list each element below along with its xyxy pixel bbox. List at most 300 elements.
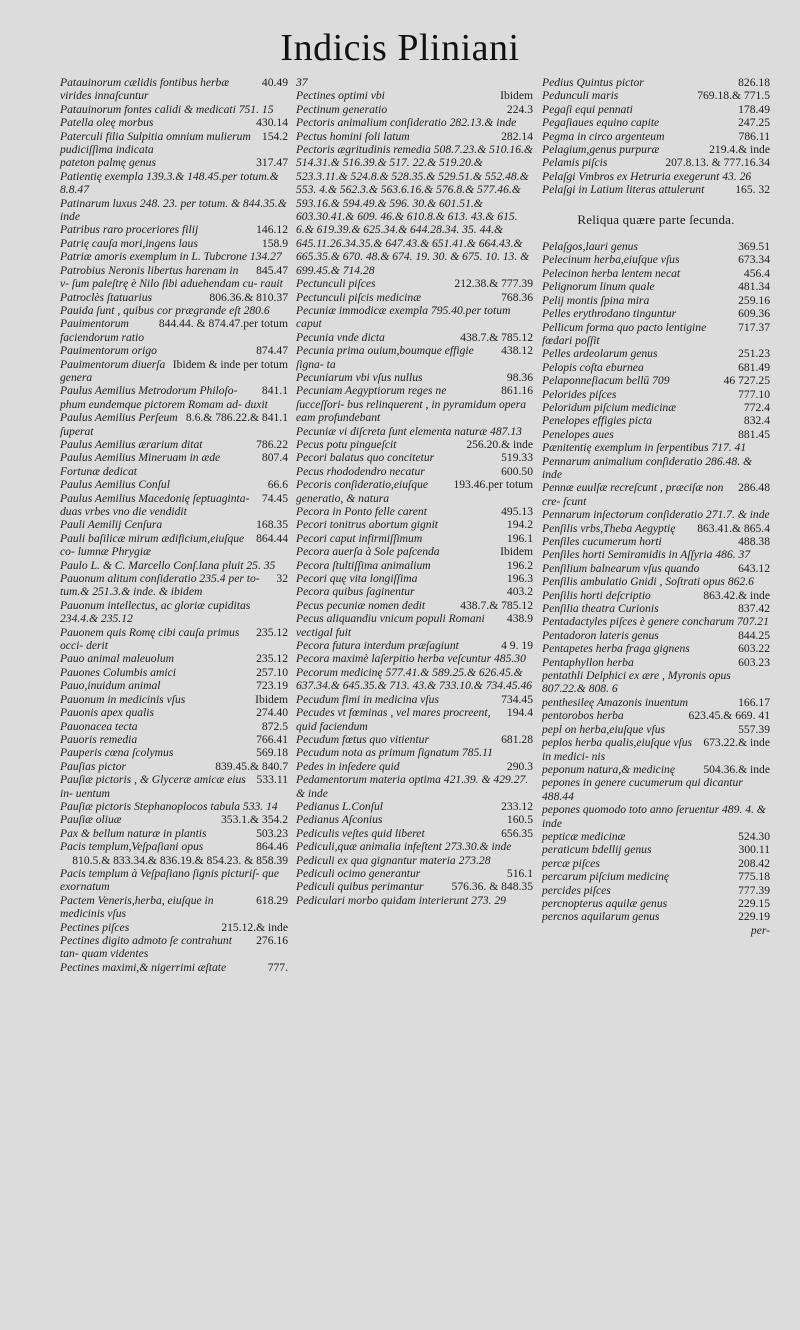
entry-reference: 864.46: [256, 840, 288, 854]
entry-reference: 178.49: [738, 102, 770, 116]
entry-term: Pecuniæ vi diſcreta ſunt elementa naturæ 487.13: [296, 424, 522, 438]
entry-reference: 212.38.& 777.39: [454, 277, 533, 291]
index-entry: [542, 696, 770, 709]
index-entry: [60, 840, 288, 853]
index-entry: [296, 451, 533, 464]
entry-reference: 286.48: [738, 481, 770, 495]
index-entry: [542, 307, 770, 320]
entry-term: pepl on herba,eiuſque vſus: [542, 722, 665, 736]
entry-reference: 194.4: [506, 706, 533, 720]
entry-term: Pecudes vt fœminas , vel mares procreent, quid faciendum: [296, 706, 491, 733]
entry-reference: 569.18: [256, 746, 288, 760]
entry-reference: 403.2: [506, 585, 533, 599]
entry-term: Pectunculi piſcis medicinæ: [296, 290, 421, 304]
entry-term: Paulus Aemilius Conſul: [60, 478, 170, 492]
entry-reference: 353.1.& 354.2: [221, 813, 288, 827]
entry-term: Pelignorum linum quale: [542, 280, 655, 294]
index-entry: [542, 709, 770, 722]
index-column-3: [542, 76, 770, 937]
index-entry: [542, 253, 770, 266]
index-entry: [296, 585, 533, 598]
entry-reference: 146.12: [256, 223, 288, 237]
entry-reference: 207.8.13. & 777.16.34: [665, 156, 770, 170]
entry-term: Pectus homini ſoli latum: [296, 129, 410, 143]
index-entry: [542, 116, 770, 129]
entry-reference: 166.17: [738, 695, 770, 709]
index-entry: [60, 760, 288, 773]
index-entry: [542, 548, 770, 561]
entry-reference: 673.22.& inde: [703, 736, 770, 750]
index-entry: [296, 465, 533, 478]
entry-term: Pænitentię exemplum in ſerpentibus 717. 41: [542, 441, 747, 455]
entry-term: Patientię exempla 139.3.& 148.45.per totum.& 8.8.47: [60, 169, 279, 197]
entry-term: Pauoris remedia: [60, 732, 138, 746]
entry-reference: 235.12: [256, 652, 288, 666]
entry-reference: 786.22: [256, 437, 288, 451]
entry-reference: 160.5: [506, 813, 533, 827]
catchword: per-: [750, 923, 770, 937]
entry-reference: 576.36. & 848.35: [451, 880, 533, 894]
index-entry: [60, 827, 288, 840]
entry-reference: 194.2: [506, 518, 533, 532]
index-entry: [60, 103, 288, 116]
index-entry: [296, 666, 533, 693]
entry-term: Pauida ſunt , quibus cor prægrande eſt 280.6: [60, 303, 270, 317]
entry-term: Paulus Aemilius Perſeum ſuperat: [60, 411, 178, 438]
index-entry: [542, 441, 770, 454]
entry-reference: 196.2: [506, 558, 533, 572]
index-entry: [60, 800, 288, 813]
entry-term: Pedianus L.Conſul: [296, 799, 383, 813]
entry-reference: 438.12: [501, 344, 533, 358]
index-entry: [60, 358, 288, 385]
index-entry: [542, 374, 770, 387]
index-entry: [60, 572, 288, 599]
entry-reference: 519.33: [501, 451, 533, 465]
entry-term: Pecorum medicinę 577.41.& 589.25.& 626.45.& 637.34.& 645.35.& 713. 43.& 733.10.& 734.45.46: [296, 665, 533, 693]
index-entry: [542, 830, 770, 843]
entry-reference: 844.44. & 874.47.per totum: [158, 317, 288, 331]
entry-term: Penſilis horti deſcriptio: [542, 588, 651, 602]
index-entry: [296, 733, 533, 746]
index-entry: [60, 813, 288, 826]
entry-reference: 777.10: [738, 387, 770, 401]
entry-reference: 369.51: [738, 240, 770, 254]
index-entry: [542, 267, 770, 280]
entry-reference: 456.4: [743, 266, 770, 280]
entry-term: Pauonum alitum conſideratio 235.4 per to- tum.& 251.3.& inde. & ibidem: [60, 572, 260, 599]
entry-term: Pediculi quibus perimantur: [296, 880, 424, 894]
index-entry: [60, 223, 288, 236]
entry-reference: 215.12.& inde: [221, 920, 288, 934]
entry-reference: 229.15: [738, 896, 770, 910]
entry-term: Penelopes effigies picta: [542, 414, 653, 428]
index-entry: [542, 361, 770, 374]
entry-term: Pedunculi maris: [542, 89, 619, 103]
entry-term: Patella oleę morbus: [60, 116, 154, 130]
entry-term: Pactem Veneris,herba, eiuſque in medicinis vſus: [60, 893, 214, 921]
entry-term: Pecudum nota as primum ſignatum 785.11: [296, 746, 493, 760]
entry-reference: 863.42.& inde: [703, 588, 770, 602]
entry-term: percnos aquilarum genus: [542, 910, 660, 924]
entry-term: Pauonem quis Romę cibi cauſa primus occi- derit: [60, 625, 240, 653]
index-entry: [542, 347, 770, 360]
index-entry: [60, 518, 288, 531]
entry-term: Pecoris conſideratio,eiuſque generatio, & natura: [296, 478, 429, 505]
entry-term: Peloridum piſcium medicinæ: [542, 400, 676, 414]
index-entry: [60, 451, 288, 478]
index-entry: [60, 773, 288, 800]
entry-reference: Ibidem: [255, 692, 288, 706]
entry-term: Pegaſiaues equino capite: [542, 116, 660, 130]
index-entry: [296, 599, 533, 612]
entry-reference: 224.3: [506, 102, 533, 116]
entry-term: Penſilium balnearum vſus quando: [542, 561, 700, 575]
entry-reference: 717.37: [738, 320, 770, 334]
index-entry: [60, 559, 288, 572]
entry-reference: 290.3: [506, 759, 533, 773]
entry-term: Pectoris animalium conſideratio 282.13.& inde: [296, 116, 517, 130]
index-entry: [542, 843, 770, 856]
entry-reference: 861.16: [501, 384, 533, 398]
entry-term: Pauimentorum origo: [60, 344, 157, 358]
entry-reference: 40.49: [261, 76, 288, 89]
entry-term: Penſilia theatra Curionis: [542, 602, 659, 616]
entry-reference: 844.25: [738, 628, 770, 642]
entry-reference: 786.11: [738, 129, 770, 143]
index-entry: [542, 656, 770, 669]
entry-term: Pedes in inſedere quid: [296, 759, 400, 773]
index-entry: [296, 371, 533, 384]
entry-reference: 504.36.& inde: [703, 762, 770, 776]
entry-term: Pecus rhododendro necatur: [296, 464, 425, 478]
entry-term: Penelopes aues: [542, 427, 614, 441]
entry-reference: Ibidem: [500, 545, 533, 559]
entry-reference: 98.36: [506, 370, 533, 384]
entry-term: Pelecinum herba,eiuſque vſus: [542, 253, 680, 267]
entry-term: Pectines digito admoto ſe contrahunt tan- quam videntes: [60, 934, 232, 961]
entry-reference: 481.34: [738, 280, 770, 294]
entry-term: Pecora auerſa à Sole paſcenda: [296, 545, 440, 559]
entry-term: Pauimentorum faciendorum ratio: [60, 317, 145, 344]
entry-term: Pectines piſces: [60, 920, 130, 934]
index-entry: [542, 870, 770, 883]
entry-term: penthesileę Amazonis inuentum: [542, 695, 688, 709]
index-entry: [542, 803, 770, 830]
entry-term: Paterculi filia Sulpitia omnium mulierum pudiciſſima indicata: [60, 129, 251, 157]
index-column-1: [60, 76, 288, 974]
entry-term: Pectunculi piſces: [296, 277, 376, 291]
entry-term: Pauones Columbis amici: [60, 665, 176, 679]
entry-term: Patinarum luxus 248. 23. per totum. & 844.35.& inde: [60, 196, 287, 224]
entry-term: Pecudum fœtus quo vitientur: [296, 732, 429, 746]
index-entry: [60, 304, 288, 317]
entry-term: Patauinorum cælidis fontibus herbæ virides innaſcuntur: [60, 76, 230, 103]
index-entry: [60, 170, 288, 197]
entry-term: Paulus Aemilius ærarium ditat: [60, 437, 203, 451]
entry-reference: 282.14: [501, 129, 533, 143]
entry-term: Pelij montis ſpina mira: [542, 293, 650, 307]
page-title: Indicis Pliniani: [280, 27, 520, 69]
index-entry: [542, 910, 770, 923]
index-entry: [296, 532, 533, 545]
index-entry: [60, 250, 288, 263]
entry-term: Pecora futura interdum præſagiunt: [296, 639, 459, 653]
index-entry: [296, 116, 533, 129]
index-column-2: [296, 76, 533, 907]
entry-reference: 74.45: [261, 491, 288, 505]
entry-term: peraticum bdellij genus: [542, 843, 652, 857]
index-entry: [296, 880, 533, 893]
entry-reference: 769.18.& 771.5: [697, 89, 770, 103]
index-entry: [542, 642, 770, 655]
entry-term: Pediculi ocimo generantur: [296, 866, 421, 880]
index-entry: [296, 89, 533, 102]
entry-reference: 810.5.& 833.34.& 836.19.& 854.23. & 858.39: [72, 853, 288, 867]
entry-term: Pauſias pictor: [60, 759, 127, 773]
index-entry: [60, 237, 288, 250]
entry-term: Pentadactyles piſces è genere concharum 707.21: [542, 615, 769, 629]
entry-reference: 874.47: [256, 344, 288, 358]
entry-reference: 165. 32: [735, 183, 770, 197]
entry-term: Pectoris ægritudinis remedia 508.7.23.& 510.16.& 514.31.& 516.39.& 517. 22.& 519.20.& 523.3.11.& 524.8.& 528.35.& 529.51.& 552.48.& 553. 4.& 562.3.& 563.6.16.& 576.8.& 577.46.& 593.16.& 594.49.& 596. 30.& 601.51.& 603.30.41.& 609. 46.& 610.8.& 613. 43.& 615. 6.& 619.39.& 625.34.& 644.28.34. 35. 44.& 645.11.26.34.35.& 647.43.& 651.41.& 664.43.& 665.35.& 670. 48.& 674. 19. 30. & 675. 10. 13. & 699.45.& 714.28: [296, 143, 533, 277]
entry-term: Patribus raro proceriores filij: [60, 223, 199, 237]
entry-reference: 864.44: [256, 531, 288, 545]
index-entry: [296, 746, 533, 759]
index-entry: [296, 277, 533, 290]
index-entry: [60, 317, 288, 344]
entry-reference: 158.9: [261, 236, 288, 250]
entry-reference: 235.12: [256, 625, 288, 639]
index-entry: [296, 304, 533, 331]
entry-reference: 807.4: [261, 451, 288, 465]
entry-term: Pecora quibus ſaginentur: [296, 585, 415, 599]
entry-term: Pectines maximi,& nigerrimi æſtate: [60, 960, 227, 974]
index-entry: [296, 827, 533, 840]
index-entry: [542, 401, 770, 414]
entry-term: Pelorides piſces: [542, 387, 617, 401]
entry-term: Pediculi ex qua gignantur materia 273.28: [296, 853, 491, 867]
index-entry: [296, 867, 533, 880]
index-entry: [542, 897, 770, 910]
index-entry: [296, 693, 533, 706]
index-entry: [542, 669, 770, 696]
entry-reference: 46 727.25: [723, 374, 770, 388]
index-entry: [542, 321, 770, 348]
index-entry: [542, 280, 770, 293]
entry-reference: 841.1: [261, 384, 288, 398]
index-entry: [296, 800, 533, 813]
index-entry: [60, 291, 288, 304]
entry-term: Pauſiæ oliuæ: [60, 813, 122, 827]
entry-term: Pauli Aemilij Cenſura: [60, 518, 163, 532]
entry-term: Pecudum fimi in medicina vſus: [296, 692, 439, 706]
index-entry: [296, 760, 533, 773]
index-entry: [542, 562, 770, 575]
entry-term: Pedius Quintus pictor: [542, 76, 644, 89]
index-entry: [60, 693, 288, 706]
entry-reference: 772.4: [743, 400, 770, 414]
index-entry: [542, 156, 770, 169]
entry-reference: 777.: [267, 960, 288, 974]
index-entry: [60, 197, 288, 224]
entry-reference: 300.11: [738, 843, 770, 857]
entry-term: percæ piſces: [542, 856, 600, 870]
entry-term: Penſilis ambulatio Gnidi , Soſtrati opus 862.6: [542, 575, 754, 589]
entry-reference: 872.5: [261, 719, 288, 733]
index-entry: [296, 130, 533, 143]
entry-term: Pegma in circo argenteum: [542, 129, 665, 143]
entry-term: Pecori tonitrus abortum gignit: [296, 518, 439, 532]
entry-term: Pectines optimi vbi: [296, 89, 385, 103]
entry-term: Pelopis coſta eburnea: [542, 360, 644, 374]
entry-term: Pecuniæ immodicæ exempla 795.40.per totum caput: [296, 303, 511, 331]
entry-reference: 251.23: [738, 347, 770, 361]
index-entry: [296, 773, 533, 800]
entry-reference: 723.19: [256, 679, 288, 693]
index-entry: [542, 763, 770, 776]
entry-reference: 806.36.& 810.37: [209, 290, 288, 304]
index-entry: [296, 545, 533, 558]
entry-term: Pennarum inſectorum conſideratio 271.7. & inde: [542, 508, 770, 522]
entry-reference: 766.41: [256, 732, 288, 746]
entry-term: Penſiles cucumerum horti: [542, 535, 662, 548]
entry-reference: 257.10: [256, 665, 288, 679]
entry-reference: 603.22: [738, 642, 770, 656]
index-entry: [542, 589, 770, 602]
entry-reference: 247.25: [738, 116, 770, 130]
index-entry: [60, 76, 288, 103]
entry-term: Pelaſgi Vmbros ex Hetruria exegerunt 43. 26: [542, 169, 752, 183]
entry-term: Pecora ſtultiſſima animalium: [296, 558, 431, 572]
entry-term: Paulus Aemilius Metrodorum Philoſo- phum eundemque pictorem Romam ad- duxit: [60, 384, 268, 411]
index-entry: [542, 183, 770, 196]
entry-reference: 219.4.& inde: [709, 143, 770, 157]
column-note: Reliqua quære parte ſecunda.: [577, 211, 735, 227]
index-entry: [296, 344, 533, 371]
entry-term: Pecuniarum vbi vſus nullus: [296, 370, 423, 384]
index-entry: [60, 599, 288, 626]
index-entry: [60, 733, 288, 746]
index-entry: [296, 639, 533, 652]
index-entry: [542, 884, 770, 897]
index-entry: [296, 478, 533, 505]
entry-term: pentorobos herba: [542, 709, 624, 723]
entry-term: Pecunia prima ouium,boumque effigie ſigna- ta: [296, 344, 474, 371]
entry-term: Pennarum animalium conſideratio 286.48. & inde: [542, 454, 752, 481]
entry-reference: 208.42: [738, 856, 770, 870]
entry-term: pateton palmę genus: [60, 156, 156, 170]
index-entry: [296, 331, 533, 344]
entry-reference: 256.20.& inde: [466, 437, 533, 451]
entry-reference: 768.36: [501, 290, 533, 304]
index-entry: [296, 813, 533, 826]
index-entry: [542, 130, 770, 143]
entry-term: Pauo,inuidum animal: [60, 679, 161, 693]
index-entry: [296, 894, 533, 907]
entry-term: pentathli Delphici ex ære , Myronis opus 807.22.& 808. 6: [542, 669, 731, 696]
entry-reference: 837.42: [738, 602, 770, 616]
index-entry: [296, 103, 533, 116]
index-entry: [60, 116, 288, 129]
entry-term: Pecora maximè laſerpitio herba veſcuntur 485.30: [296, 652, 526, 666]
entry-term: Pecuniam Aegyptiorum reges ne ſucceſſori- bus relinquerent , in pyramidum opera eam profundebant: [296, 384, 527, 425]
entry-term: Patrię cauſa mori,ingens laus: [60, 236, 198, 250]
index-entry: [60, 720, 288, 733]
entry-reference: 603.23: [738, 655, 770, 669]
entry-term: Pauſiæ pictoris , & Glyceræ amicæ eius in- uentum: [60, 773, 246, 800]
entry-reference: 66.6: [267, 478, 288, 492]
entry-reference: 154.2: [261, 129, 288, 143]
entry-reference: 656.35: [501, 826, 533, 840]
index-entry: [542, 481, 770, 508]
entry-reference: 826.18: [738, 76, 770, 89]
index-entry: [60, 961, 288, 974]
index-entry: [542, 508, 770, 521]
entry-reference: 623.45.& 669. 41: [688, 709, 770, 723]
entry-term: 37: [296, 76, 308, 89]
entry-term: Pauo animal maleuolum: [60, 652, 174, 666]
entry-term: Patauinorum fontes calidi & medicati 751. 15: [60, 102, 274, 116]
index-entry: [60, 626, 288, 653]
entry-reference: 524.30: [738, 829, 770, 843]
entry-reference: 438.7.& 785.12: [460, 330, 533, 344]
entry-term: Pauonum intellectus, ac gloriæ cupiditas 234.4.& 235.12: [60, 598, 251, 626]
index-entry: [60, 746, 288, 759]
entry-term: Pectinum generatio: [296, 102, 388, 116]
index-entry: [296, 840, 533, 853]
index-entry: [60, 652, 288, 665]
index-entry: [296, 652, 533, 665]
entry-term: Pedianus Aſconius: [296, 813, 383, 827]
entry-term: Penſilis vrbs,Theba Aegyptię: [542, 521, 676, 535]
index-entry: [296, 559, 533, 572]
entry-term: Paulus Aemilius Macedonię ſeptuaginta- duas vrbes vno die vendidit: [60, 491, 250, 518]
entry-term: Pelecinon herba lentem necat: [542, 266, 681, 280]
index-entry: [296, 572, 533, 585]
entry-reference: 881.45: [738, 427, 770, 441]
entry-term: pepones quomodo toto anno ſeruentur 489. 4. & inde: [542, 803, 766, 830]
entry-term: Pelamis piſcis: [542, 156, 608, 170]
entries-group-2: [542, 240, 770, 924]
index-entry: [542, 522, 770, 535]
index-entry: [542, 143, 770, 156]
index-entry: [542, 388, 770, 401]
entry-term: Patroclès ſtatuarius: [60, 290, 152, 304]
index-entry: [60, 264, 288, 291]
entry-reference: 643.12: [738, 561, 770, 575]
index-entry: [60, 492, 288, 519]
entry-term: Pentapetes herba fraga gignens: [542, 642, 690, 656]
entry-reference: 845.47: [256, 263, 288, 277]
index-entry: [296, 505, 533, 518]
entry-reference: 609.36: [738, 307, 770, 321]
entry-term: Penſiles horti Semiramidis in Aſſyria 486. 37: [542, 548, 751, 562]
entry-term: Pauonis apex qualis: [60, 706, 155, 720]
index-entry: [296, 291, 533, 304]
entry-reference: Ibidem: [500, 89, 533, 103]
entry-reference: 495.13: [501, 505, 533, 518]
entry-term: Pediculari morbo quidam interierunt 273. 29: [296, 893, 506, 907]
index-entry: [542, 535, 770, 548]
entry-term: Pecunia vnde dicta: [296, 330, 385, 344]
entry-term: percides piſces: [542, 883, 611, 897]
entry-term: Pauonacea tecta: [60, 719, 138, 733]
entry-reference: 681.49: [738, 360, 770, 374]
entry-term: Pecori quę vita longiſſima: [296, 572, 418, 586]
entry-reference: 8.6.& 786.22.& 841.1: [185, 411, 288, 425]
entries-group-1: [542, 76, 770, 197]
